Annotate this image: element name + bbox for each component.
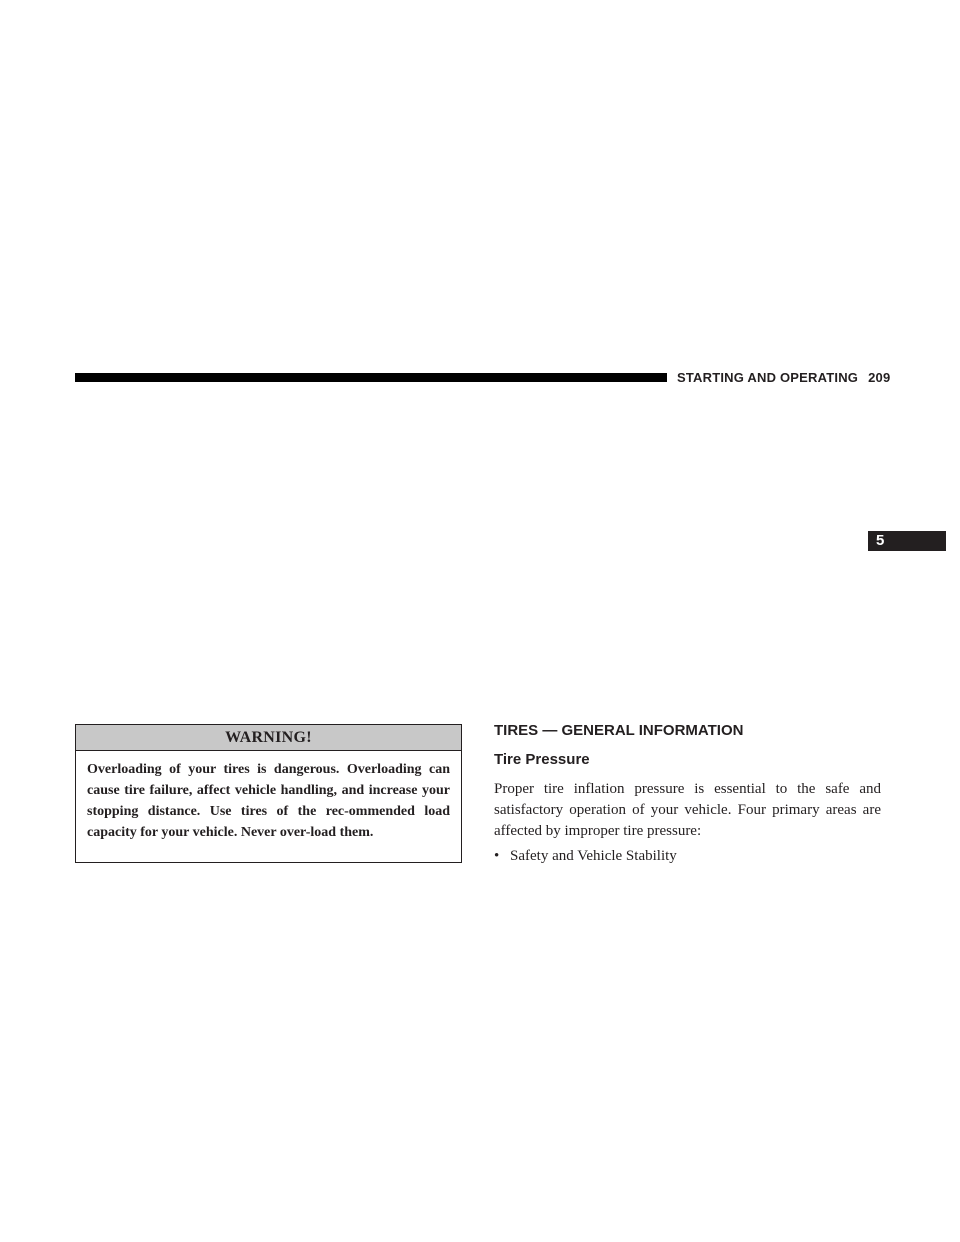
subsection-title: Tire Pressure [494,751,590,768]
warning-text: Overloading of your tires is dangerous. Overloading can cause tire failure, affect vehicle handling, and increase your stopping distance. Use tires of the rec-ommended load capacity for your vehicle. Never over-load them. [87,762,450,840]
body-paragraph: Proper tire inflation pressure is essential to the safe and satisfactory operation of your vehicle. Four primary areas are affected by improper tire pressure: [494,781,881,839]
chapter-tab: 5 [868,531,946,551]
bullet-icon: • [494,848,500,864]
list-item [494,846,677,867]
header-section-title: STARTING AND OPERATING [677,370,859,385]
page-number: 209 [868,370,891,385]
header-rule [75,373,667,382]
warning-title: WARNING! [76,725,461,751]
list-item-text: Safety and Vehicle Stability [510,848,677,864]
section-title: TIRES — GENERAL INFORMATION [494,722,744,739]
running-header [677,368,890,388]
warning-box [75,724,462,863]
